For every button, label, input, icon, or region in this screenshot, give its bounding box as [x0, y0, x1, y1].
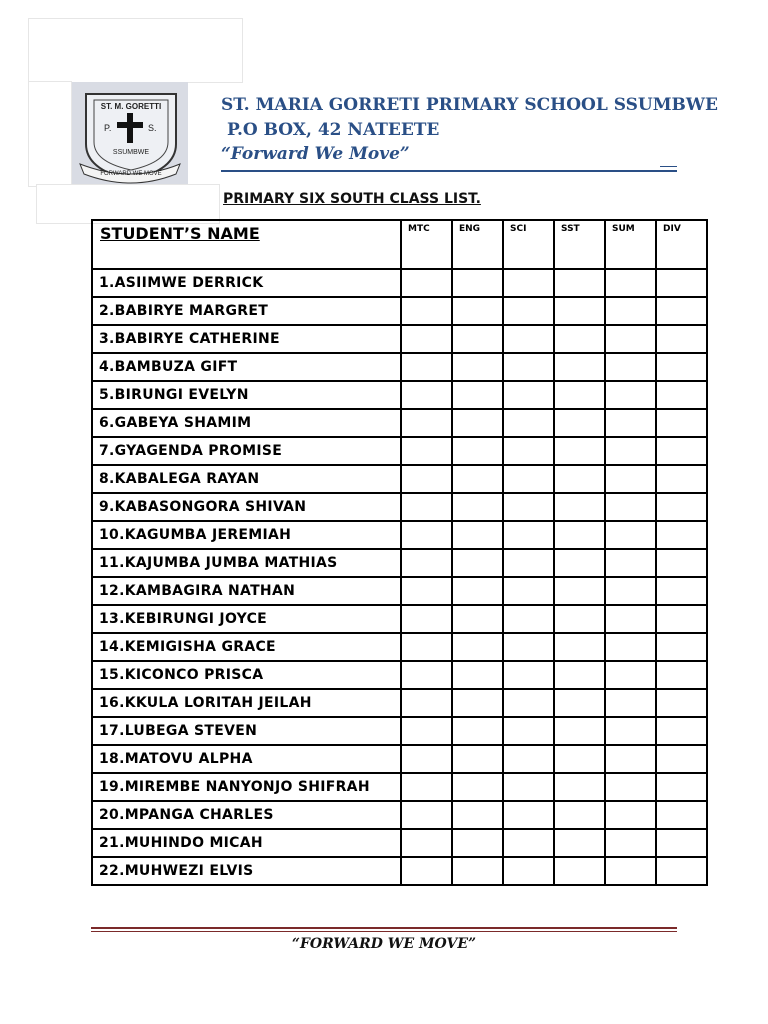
- footer-divider-thin: [91, 931, 677, 932]
- score-cell-div[interactable]: [656, 717, 707, 745]
- score-cell-mtc[interactable]: [401, 633, 452, 661]
- table-row: [92, 465, 707, 493]
- score-cell-eng[interactable]: [452, 325, 503, 353]
- student-name-cell: 17.LUBEGA STEVEN: [92, 717, 401, 745]
- score-cell-sci[interactable]: [503, 689, 554, 717]
- score-cell-div[interactable]: [656, 325, 707, 353]
- logo-banner-text: FORWARD WE MOVE: [100, 171, 162, 177]
- student-name-cell: 6.GABEYA SHAMIM: [92, 409, 401, 437]
- score-cell-sum[interactable]: [605, 745, 656, 773]
- student-name-cell: 15.KICONCO PRISCA: [92, 661, 401, 689]
- score-cell-mtc[interactable]: [401, 297, 452, 325]
- student-name-cell: 7.GYAGENDA PROMISE: [92, 437, 401, 465]
- score-cell-div[interactable]: [656, 269, 707, 297]
- score-cell-div[interactable]: [656, 605, 707, 633]
- score-cell-sci[interactable]: [503, 829, 554, 857]
- student-name-cell: 14.KEMIGISHA GRACE: [92, 633, 401, 661]
- score-cell-eng[interactable]: [452, 717, 503, 745]
- score-cell-sst[interactable]: [554, 437, 605, 465]
- score-cell-eng[interactable]: [452, 269, 503, 297]
- score-cell-eng[interactable]: [452, 661, 503, 689]
- score-cell-mtc[interactable]: [401, 717, 452, 745]
- score-cell-div[interactable]: [656, 521, 707, 549]
- score-cell-sst[interactable]: [554, 353, 605, 381]
- score-cell-sum[interactable]: [605, 661, 656, 689]
- score-cell-sci[interactable]: [503, 437, 554, 465]
- score-cell-sci[interactable]: [503, 549, 554, 577]
- score-cell-eng[interactable]: [452, 465, 503, 493]
- school-name: ST. MARIA GORRETI PRIMARY SCHOOL SSUMBWE: [221, 95, 718, 115]
- score-cell-sci[interactable]: [503, 801, 554, 829]
- score-cell-div[interactable]: [656, 353, 707, 381]
- score-cell-mtc[interactable]: [401, 325, 452, 353]
- score-cell-sum[interactable]: [605, 493, 656, 521]
- score-cell-mtc[interactable]: [401, 661, 452, 689]
- student-name-cell: 11.KAJUMBA JUMBA MATHIAS: [92, 549, 401, 577]
- score-cell-mtc[interactable]: [401, 689, 452, 717]
- score-cell-mtc[interactable]: [401, 437, 452, 465]
- score-cell-sum[interactable]: [605, 577, 656, 605]
- score-cell-sci[interactable]: [503, 717, 554, 745]
- score-cell-div[interactable]: [656, 857, 707, 885]
- score-cell-sst[interactable]: [554, 297, 605, 325]
- table-row: [92, 549, 707, 577]
- table-row: [92, 297, 707, 325]
- score-cell-sst[interactable]: [554, 773, 605, 801]
- student-name-cell: 12.KAMBAGIRA NATHAN: [92, 577, 401, 605]
- score-cell-sst[interactable]: [554, 689, 605, 717]
- score-cell-div[interactable]: [656, 437, 707, 465]
- score-cell-mtc[interactable]: [401, 577, 452, 605]
- score-cell-sci[interactable]: [503, 325, 554, 353]
- score-cell-mtc[interactable]: [401, 773, 452, 801]
- table-row: [92, 829, 707, 857]
- score-cell-mtc[interactable]: [401, 493, 452, 521]
- score-cell-eng[interactable]: [452, 409, 503, 437]
- score-cell-sci[interactable]: [503, 465, 554, 493]
- score-cell-eng[interactable]: [452, 857, 503, 885]
- score-cell-sci[interactable]: [503, 381, 554, 409]
- score-cell-mtc[interactable]: [401, 269, 452, 297]
- score-cell-sum[interactable]: [605, 605, 656, 633]
- score-cell-mtc[interactable]: [401, 353, 452, 381]
- school-motto: “Forward We Move”: [221, 144, 410, 164]
- score-cell-div[interactable]: [656, 493, 707, 521]
- score-cell-mtc[interactable]: [401, 801, 452, 829]
- student-name-cell: 22.MUHWEZI ELVIS: [92, 857, 401, 885]
- table-row: [92, 269, 707, 297]
- score-cell-mtc[interactable]: [401, 465, 452, 493]
- table-row: [92, 437, 707, 465]
- student-name-cell: 20.MPANGA CHARLES: [92, 801, 401, 829]
- score-cell-sst[interactable]: [554, 717, 605, 745]
- student-name-cell: 19.MIREMBE NANYONJO SHIFRAH: [92, 773, 401, 801]
- score-cell-eng[interactable]: [452, 689, 503, 717]
- subject-header-sst: SST: [554, 220, 605, 269]
- footer-divider: [91, 927, 677, 929]
- score-cell-div[interactable]: [656, 465, 707, 493]
- score-cell-sci[interactable]: [503, 409, 554, 437]
- logo-frame-bottom: [36, 184, 220, 224]
- subject-header-eng: ENG: [452, 220, 503, 269]
- school-address: P.O BOX, 42 NATEETE: [227, 120, 440, 140]
- score-cell-sum[interactable]: [605, 801, 656, 829]
- score-cell-mtc[interactable]: [401, 549, 452, 577]
- table-header-row: [92, 220, 707, 269]
- score-cell-sci[interactable]: [503, 773, 554, 801]
- score-cell-sst[interactable]: [554, 745, 605, 773]
- score-cell-div[interactable]: [656, 297, 707, 325]
- student-name-cell: 16.KKULA LORITAH JEILAH: [92, 689, 401, 717]
- score-cell-sum[interactable]: [605, 269, 656, 297]
- logo-frame-top: [28, 18, 243, 83]
- score-cell-eng[interactable]: [452, 493, 503, 521]
- logo-left-letter: P.: [104, 123, 112, 133]
- score-cell-sci[interactable]: [503, 269, 554, 297]
- table-row: [92, 605, 707, 633]
- subject-header-div: DIV: [656, 220, 707, 269]
- score-cell-sum[interactable]: [605, 353, 656, 381]
- score-cell-sst[interactable]: [554, 493, 605, 521]
- score-cell-sum[interactable]: [605, 689, 656, 717]
- student-name-header: STUDENT’S NAME: [92, 220, 401, 269]
- table-row: [92, 353, 707, 381]
- student-name-cell: 18.MATOVU ALPHA: [92, 745, 401, 773]
- table-row: [92, 493, 707, 521]
- table-row: [92, 801, 707, 829]
- score-cell-sum[interactable]: [605, 381, 656, 409]
- score-cell-sci[interactable]: [503, 297, 554, 325]
- score-cell-sst[interactable]: [554, 801, 605, 829]
- score-cell-sum[interactable]: [605, 549, 656, 577]
- score-cell-sst[interactable]: [554, 829, 605, 857]
- subject-header-sum: SUM: [605, 220, 656, 269]
- score-cell-sst[interactable]: [554, 325, 605, 353]
- table-row: [92, 409, 707, 437]
- student-name-cell: 9.KABASONGORA SHIVAN: [92, 493, 401, 521]
- score-cell-div[interactable]: [656, 381, 707, 409]
- student-name-cell: 4.BAMBUZA GIFT: [92, 353, 401, 381]
- score-cell-sst[interactable]: [554, 605, 605, 633]
- score-cell-sst[interactable]: [554, 857, 605, 885]
- score-cell-mtc[interactable]: [401, 521, 452, 549]
- school-logo: [72, 82, 188, 184]
- score-cell-mtc[interactable]: [401, 381, 452, 409]
- header-divider: [221, 170, 677, 172]
- score-cell-div[interactable]: [656, 661, 707, 689]
- score-cell-sst[interactable]: [554, 577, 605, 605]
- score-cell-sci[interactable]: [503, 493, 554, 521]
- score-cell-sum[interactable]: [605, 633, 656, 661]
- score-cell-eng[interactable]: [452, 745, 503, 773]
- score-cell-sci[interactable]: [503, 661, 554, 689]
- score-cell-sst[interactable]: [554, 269, 605, 297]
- score-cell-sum[interactable]: [605, 521, 656, 549]
- table-row: [92, 381, 707, 409]
- student-name-cell: 21.MUHINDO MICAH: [92, 829, 401, 857]
- score-cell-eng[interactable]: [452, 605, 503, 633]
- footer-motto: “FORWARD WE MOVE”: [291, 936, 477, 952]
- subject-header-mtc: MTC: [401, 220, 452, 269]
- score-cell-sum[interactable]: [605, 829, 656, 857]
- header-divider-end: [660, 166, 677, 167]
- student-name-cell: 5.BIRUNGI EVELYN: [92, 381, 401, 409]
- table-row: [92, 633, 707, 661]
- score-cell-sst[interactable]: [554, 633, 605, 661]
- score-cell-eng[interactable]: [452, 353, 503, 381]
- student-name-cell: 2.BABIRYE MARGRET: [92, 297, 401, 325]
- score-cell-sci[interactable]: [503, 577, 554, 605]
- score-cell-sst[interactable]: [554, 381, 605, 409]
- score-cell-sci[interactable]: [503, 521, 554, 549]
- score-cell-sum[interactable]: [605, 325, 656, 353]
- score-cell-sum[interactable]: [605, 717, 656, 745]
- score-cell-eng[interactable]: [452, 801, 503, 829]
- score-cell-div[interactable]: [656, 773, 707, 801]
- table-row: [92, 745, 707, 773]
- score-cell-sci[interactable]: [503, 745, 554, 773]
- logo-ring-text: SSUMBWE: [112, 149, 150, 156]
- score-cell-eng[interactable]: [452, 521, 503, 549]
- score-cell-eng[interactable]: [452, 829, 503, 857]
- score-cell-eng[interactable]: [452, 549, 503, 577]
- score-cell-eng[interactable]: [452, 437, 503, 465]
- logo-frame-side: [28, 81, 72, 187]
- score-cell-mtc[interactable]: [401, 605, 452, 633]
- student-name-cell: 3.BABIRYE CATHERINE: [92, 325, 401, 353]
- score-cell-div[interactable]: [656, 829, 707, 857]
- score-cell-div[interactable]: [656, 549, 707, 577]
- score-cell-mtc[interactable]: [401, 829, 452, 857]
- score-cell-div[interactable]: [656, 577, 707, 605]
- score-cell-div[interactable]: [656, 409, 707, 437]
- table-row: [92, 577, 707, 605]
- table-row: [92, 521, 707, 549]
- table-row: [92, 689, 707, 717]
- student-name-cell: 8.KABALEGA RAYAN: [92, 465, 401, 493]
- score-cell-eng[interactable]: [452, 633, 503, 661]
- score-cell-sst[interactable]: [554, 661, 605, 689]
- score-cell-sum[interactable]: [605, 465, 656, 493]
- score-cell-sst[interactable]: [554, 521, 605, 549]
- score-cell-sum[interactable]: [605, 773, 656, 801]
- student-name-cell: 10.KAGUMBA JEREMIAH: [92, 521, 401, 549]
- score-cell-mtc[interactable]: [401, 857, 452, 885]
- table-row: [92, 717, 707, 745]
- score-cell-sci[interactable]: [503, 605, 554, 633]
- score-cell-mtc[interactable]: [401, 409, 452, 437]
- subject-header-sci: SCI: [503, 220, 554, 269]
- score-cell-sst[interactable]: [554, 409, 605, 437]
- table-row: [92, 661, 707, 689]
- table-row: [92, 773, 707, 801]
- table-row: [92, 857, 707, 885]
- student-name-cell: 1.ASIIMWE DERRICK: [92, 269, 401, 297]
- score-cell-sum[interactable]: [605, 297, 656, 325]
- score-cell-sci[interactable]: [503, 857, 554, 885]
- score-cell-div[interactable]: [656, 801, 707, 829]
- score-cell-sst[interactable]: [554, 465, 605, 493]
- class-list-title: PRIMARY SIX SOUTH CLASS LIST.: [223, 191, 481, 207]
- score-cell-eng[interactable]: [452, 381, 503, 409]
- score-cell-sci[interactable]: [503, 353, 554, 381]
- score-cell-eng[interactable]: [452, 773, 503, 801]
- score-cell-eng[interactable]: [452, 577, 503, 605]
- student-name-cell: 13.KEBIRUNGI JOYCE: [92, 605, 401, 633]
- score-cell-sum[interactable]: [605, 409, 656, 437]
- class-list-table: [91, 219, 708, 886]
- table-row: [92, 325, 707, 353]
- score-cell-mtc[interactable]: [401, 745, 452, 773]
- score-cell-sst[interactable]: [554, 549, 605, 577]
- score-cell-sum[interactable]: [605, 437, 656, 465]
- score-cell-eng[interactable]: [452, 297, 503, 325]
- score-cell-div[interactable]: [656, 745, 707, 773]
- logo-top-text: ST. M. GORETTI: [100, 102, 162, 111]
- score-cell-sci[interactable]: [503, 633, 554, 661]
- logo-right-letter: S.: [148, 123, 157, 133]
- score-cell-div[interactable]: [656, 689, 707, 717]
- score-cell-div[interactable]: [656, 633, 707, 661]
- score-cell-sum[interactable]: [605, 857, 656, 885]
